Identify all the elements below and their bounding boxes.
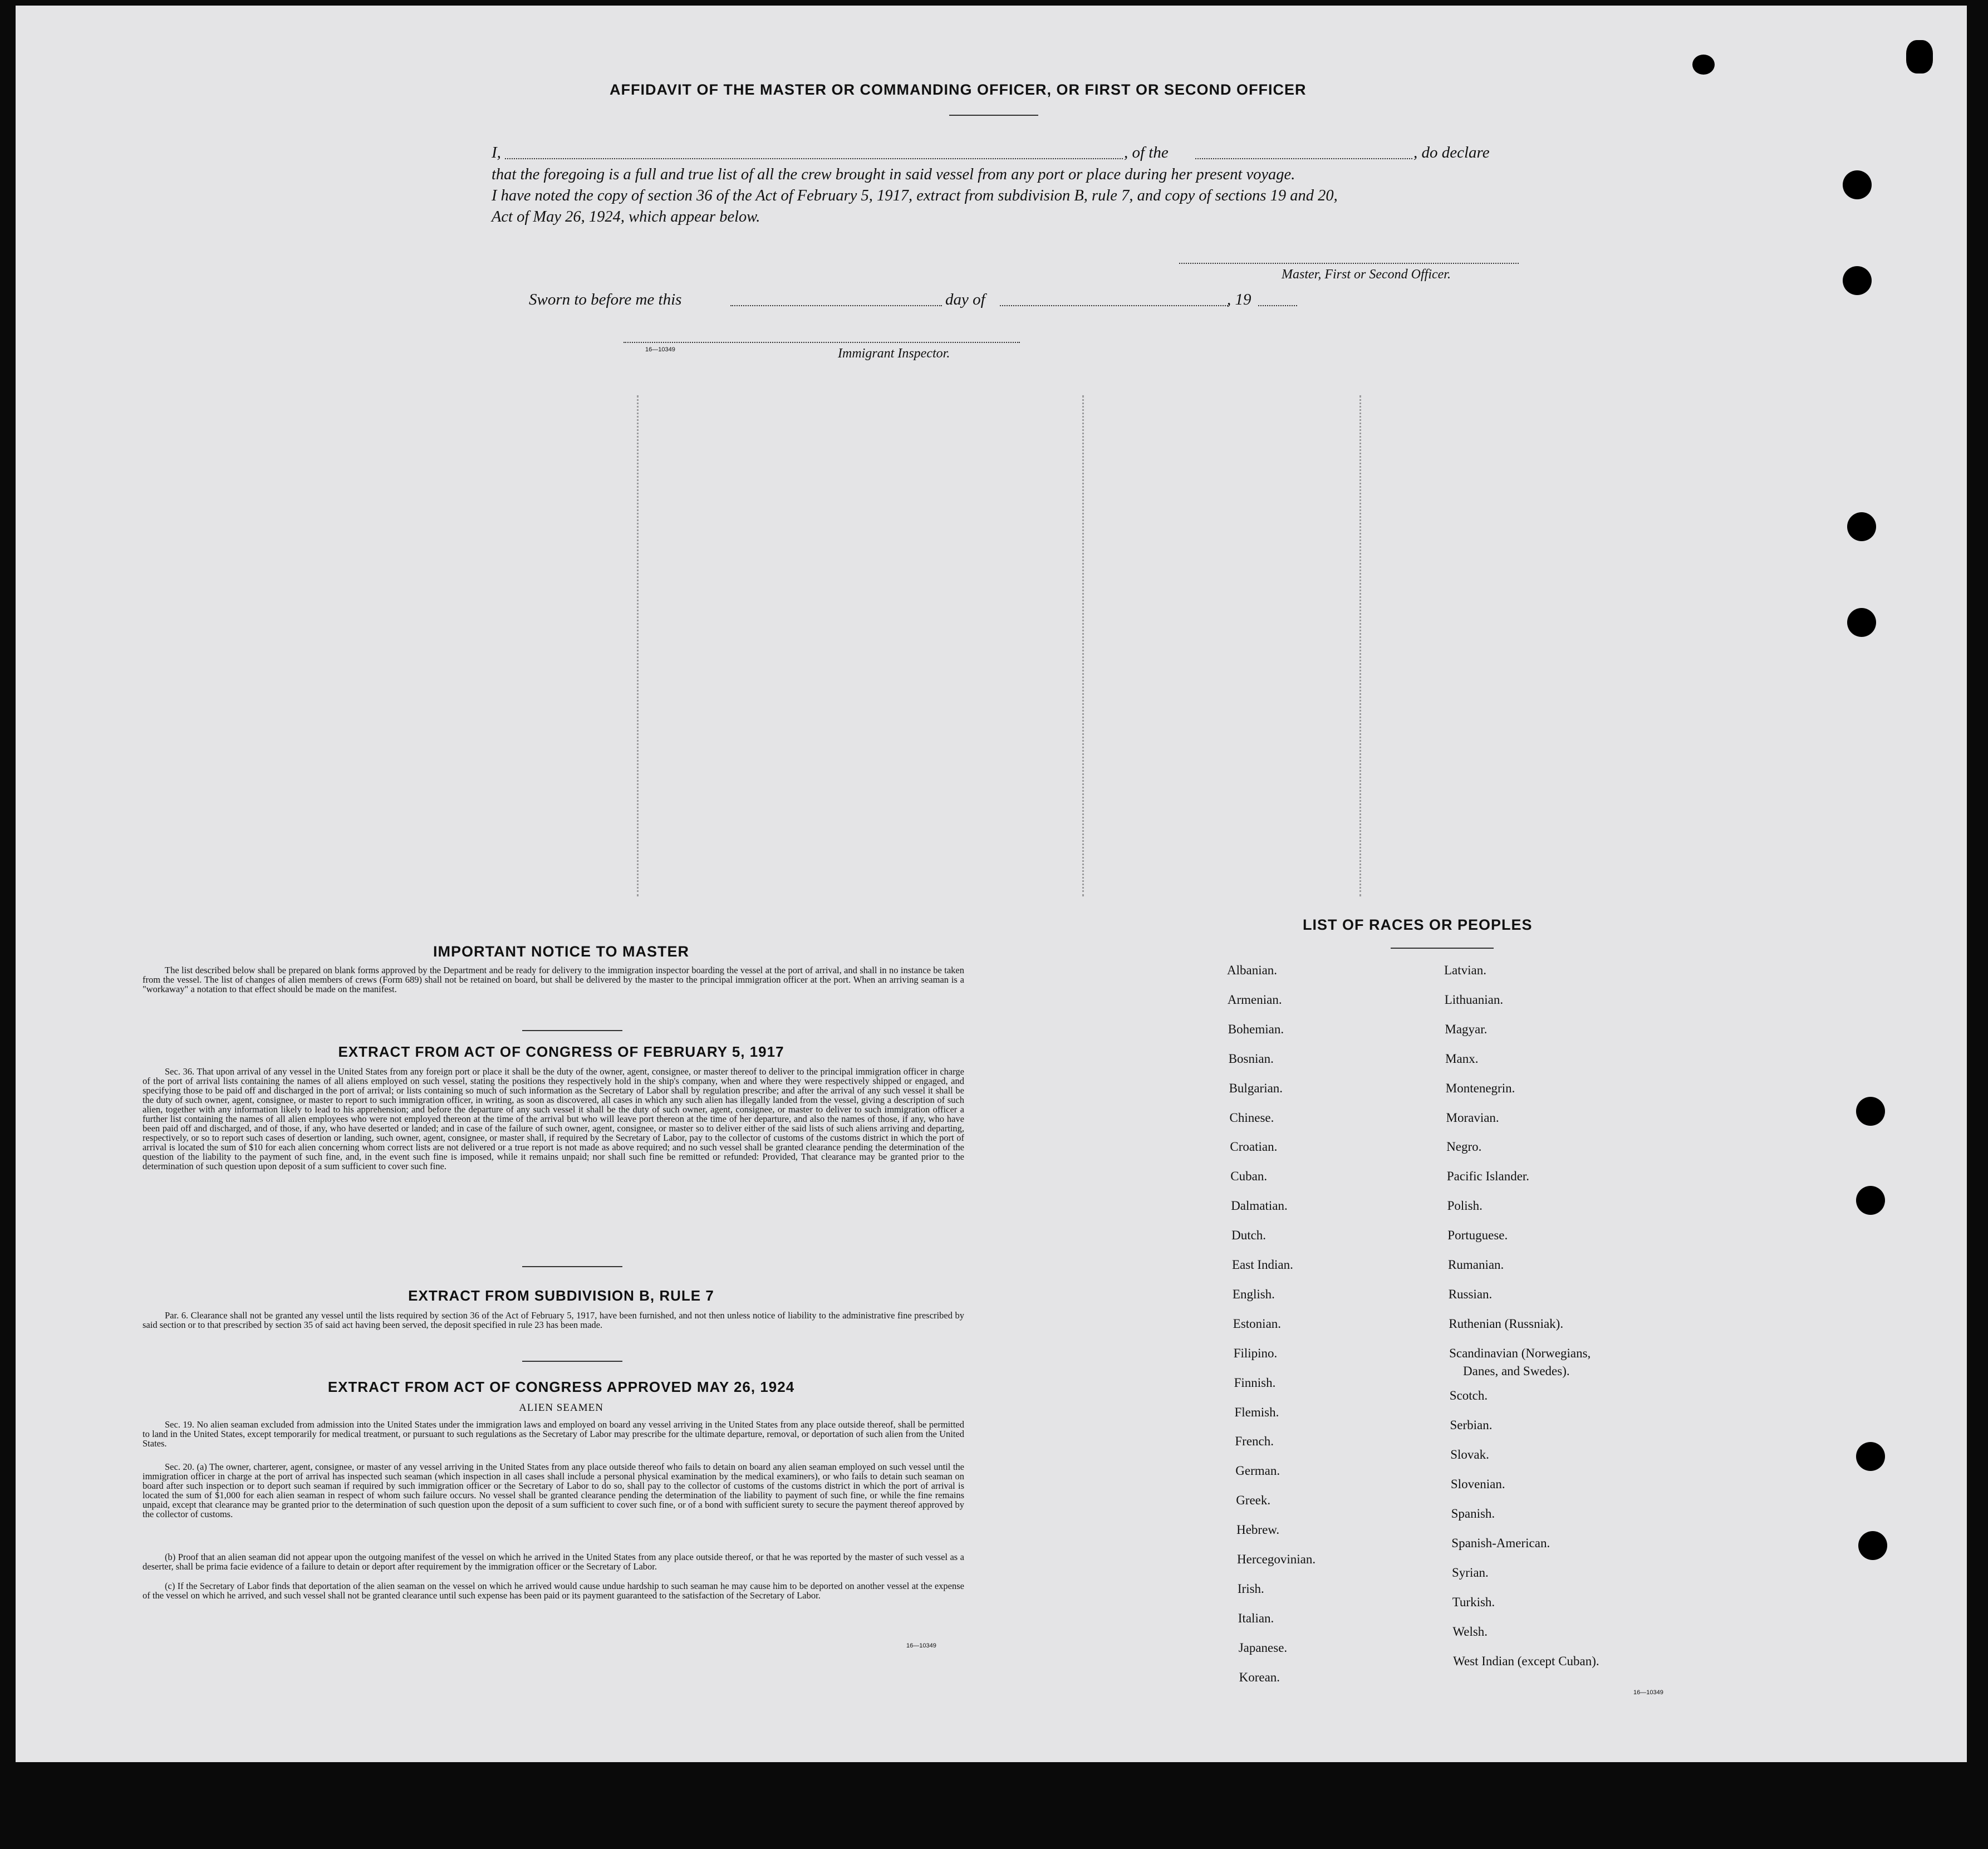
race-item: Korean. (1239, 1670, 1280, 1684)
race-item: Japanese. (1238, 1640, 1288, 1655)
sec-20b-text: (b) Proof that an alien seaman did not appear upon the outgoing manifest of the vessel on which he arrived in the United States from any place outside thereof, or that he was reported by the master of such vessel as a deserter, shall be prima facie evidence of a failure to detain or deport after requirement by the immigration officer or the Secretary of Labor. (143, 1552, 964, 1572)
sworn-label: Sworn to before me this (529, 291, 682, 308)
race-item-continuation: Danes, and Swedes). (1463, 1364, 1570, 1378)
race-item: Serbian. (1450, 1418, 1493, 1433)
race-item: French. (1235, 1434, 1274, 1449)
race-item: Croatian. (1230, 1140, 1278, 1154)
sworn-line (529, 291, 1308, 310)
affidavit-line2: that the foregoing is a full and true list of all the crew brought in said vessel from any port or place during her present voyage. (492, 166, 1295, 183)
race-item: Dutch. (1231, 1228, 1267, 1243)
faint-column-line (1082, 395, 1084, 896)
race-item: Greek. (1236, 1493, 1271, 1508)
race-item: Cuban. (1230, 1169, 1268, 1184)
sworn-date-blank[interactable] (730, 305, 942, 306)
races-title-rule (1391, 948, 1494, 949)
vessel-blank[interactable] (1195, 158, 1412, 159)
sworn-year-label: , 19 (1227, 291, 1251, 308)
race-item: Moravian. (1446, 1110, 1499, 1125)
sec-19-text: Sec. 19. No alien seaman excluded from admission into the United States under the immigration laws and employed on board any vessel arriving in the United States from any place outside thereof, shall be permitted to land in the United States, except temporarily for medical treatment, or pursuant to such regulations as the Secretary of Labor may prescribe for the ultimate departure, removal, or deportation of such alien from the United States. (143, 1419, 964, 1449)
race-item: Dalmatian. (1231, 1199, 1288, 1213)
affidavit-of-the-label: , of the (1124, 144, 1169, 161)
faint-column-line (637, 395, 639, 896)
extract-rule7-text: Par. 6. Clearance shall not be granted any vessel until the lists required by section 36 of the Act of February 5, 1917, have been furnished, and not then unless notice of liability to the administrative fine prescribed by said section or to that prescribed by section 35 of said act having been served, the deposit specified in rule 23 has been made. (143, 1310, 964, 1330)
section-rule (522, 1266, 622, 1267)
race-item: Flemish. (1234, 1405, 1279, 1419)
race-item: Irish. (1237, 1581, 1264, 1596)
race-item: West Indian (except Cuban). (1453, 1654, 1599, 1668)
race-item: Bohemian. (1228, 1022, 1284, 1036)
sec-20c-text: (c) If the Secretary of Labor finds that deportation of the alien seaman on the vessel on which he arrived would cause undue hardship to such seaman he may cause him to be deported on another vessel at the expense of the vessel on which he arrived, and such vessel shall not be granted clearance until such expense has been paid or its payment guaranteed to the satisfaction of the Secretary of Labor. (143, 1581, 964, 1601)
race-item: Scotch. (1449, 1389, 1488, 1403)
race-item: German. (1235, 1464, 1280, 1478)
affidavit-line3: I have noted the copy of section 36 of the Act of February 5, 1917, extract from subdivision B, rule 7, and copy of sections 19 and 20, (492, 187, 1338, 204)
race-item: Welsh. (1452, 1624, 1488, 1639)
punch-hole (1847, 512, 1876, 541)
race-item: Lithuanian. (1444, 992, 1504, 1007)
punch-hole (1856, 1097, 1885, 1126)
race-item: Filipino. (1233, 1346, 1278, 1360)
race-item: Slovenian. (1450, 1477, 1505, 1492)
race-item: Armenian. (1227, 992, 1282, 1007)
notice-title: IMPORTANT NOTICE TO MASTER (433, 943, 689, 960)
race-item: East Indian. (1232, 1258, 1293, 1272)
extract-rule7-title: EXTRACT FROM SUBDIVISION B, RULE 7 (408, 1287, 714, 1304)
alien-seamen-subtitle: ALIEN SEAMEN (519, 1402, 603, 1414)
race-item: Spanish-American. (1451, 1536, 1550, 1550)
race-item: Russian. (1448, 1287, 1493, 1301)
sworn-month-blank[interactable] (1000, 305, 1228, 306)
punch-hole (1843, 170, 1872, 199)
form-number: 16—10349 (1633, 1689, 1663, 1696)
punch-hole (1843, 266, 1872, 295)
race-item: Rumanian. (1448, 1258, 1504, 1272)
race-item: Negro. (1446, 1140, 1482, 1154)
affidavit-title: AFFIDAVIT OF THE MASTER OR COMMANDING OFFICER, OR FIRST OR SECOND OFFICER (610, 81, 1307, 98)
inspector-signature-blank[interactable] (624, 342, 1020, 343)
signature-label: Master, First or Second Officer. (1282, 267, 1451, 282)
race-item: Manx. (1445, 1051, 1479, 1066)
race-item: Portuguese. (1447, 1228, 1508, 1243)
race-item: Slovak. (1450, 1448, 1489, 1462)
race-item: Syrian. (1452, 1565, 1489, 1580)
punch-hole (1858, 1531, 1887, 1560)
title-rule (949, 115, 1038, 116)
race-item: Magyar. (1445, 1022, 1488, 1036)
punch-hole (1856, 1186, 1885, 1215)
form-number: 16—10349 (645, 346, 675, 353)
faint-column-line (1359, 395, 1361, 896)
sworn-day-label: day of (945, 291, 985, 308)
race-item: Pacific Islander. (1446, 1169, 1530, 1184)
affidavit-line1 (472, 144, 1530, 163)
punch-hole (1692, 55, 1715, 75)
race-item: Ruthenian (Russniak). (1449, 1316, 1564, 1331)
race-item: Bosnian. (1228, 1051, 1274, 1066)
sworn-year-blank[interactable] (1258, 305, 1297, 306)
punch-hole (1856, 1442, 1885, 1471)
affidavit-line4: Act of May 26, 1924, which appear below. (492, 208, 760, 225)
race-item: Finnish. (1234, 1375, 1276, 1390)
punch-hole (1847, 608, 1876, 637)
race-item: Hercegovinian. (1237, 1552, 1316, 1566)
section-rule (522, 1030, 622, 1031)
form-number: 16—10349 (906, 1642, 936, 1649)
extract-1917-title: EXTRACT FROM ACT OF CONGRESS OF FEBRUARY 5, 1917 (338, 1043, 784, 1060)
race-item: Spanish. (1451, 1507, 1495, 1521)
race-item: Albanian. (1227, 963, 1278, 977)
notice-text: The list described below shall be prepared on blank forms approved by the Department and be ready for delivery to the immigration inspector boarding the vessel at the port of arrival, and shall in no instance be taken from the vessel. The list of changes of alien members of crews (Form 689) shall not be retained on board, but shall be delivered by the master to the principal immigration officer at the port. When an arriving seaman is a "workaway" a notation to that effect should be made on the manifest. (143, 965, 964, 994)
inspector-label: Immigrant Inspector. (838, 346, 950, 361)
sec-20a-text: Sec. 20. (a) The owner, charterer, agent, consignee, or master of any vessel arriving in the United States from any place outside thereof who fails to detain on board any alien seaman employed on such vessel until the immigration officer in charge at the port of arrival has inspected such seaman (which inspection in all cases shall include a personal physical examination by the medical examiners), or who fails to detain such seaman on board after such inspection or to deport such seaman if required by such immigration officer or the Secretary of Labor to do so, shall pay to the collector of customs of the customs district in which the port of arrival is located the sum of $1,000 for each alien seaman in respect of whom such failure occurs. No vessel shall be granted clearance pending the determination of the liability to payment of such fine, or while the fine remains unpaid, except that clearance may be granted prior to the determination of such question upon the deposit of a sum sufficient to cover such fine, or of a bond with sufficient surety to secure the payment thereof approved by the collector of customs. (143, 1461, 964, 1519)
race-item: Montenegrin. (1445, 1081, 1515, 1095)
race-item: Estonian. (1233, 1316, 1282, 1331)
section-rule (522, 1361, 622, 1362)
affidavit-i-label: I, (492, 144, 501, 161)
affidavit-declare-label: , do declare (1413, 144, 1490, 161)
race-item: Italian. (1238, 1611, 1274, 1625)
signature-blank[interactable] (1179, 263, 1519, 264)
punch-hole (1906, 40, 1933, 73)
race-item: Latvian. (1444, 963, 1486, 977)
race-item: Polish. (1447, 1199, 1483, 1213)
race-item: Hebrew. (1236, 1523, 1280, 1537)
extract-1917-text: Sec. 36. That upon arrival of any vessel in the United States from any foreign port or place it shall be the duty of the owner, agent, consignee, or master thereof to deliver to the principal immigration officer in charge of the port of arrival lists containing the names of all aliens employed on such vessel, stating the positions they respectively hold in the ship's company, when and where they were respectively shipped or engaged, and specifying those to be paid off and discharged in the port of arrival; or lists containing so much of such information as the Secretary of Labor shall by regulation prescribe; and after the arrival of any such vessel it shall be the duty of such owner, agent, consignee, or master to report to such immigration officer, in writing, as soon as discovered, all cases in which any such alien has illegally landed from the vessel, giving a description of such alien, together with any information likely to lead to his apprehension; and before the departure of any such vessel it shall be the duty of such owner, agent, consignee, or master to deliver to such immigration officer a further list containing the names of all alien employees who were not employed thereon at the time of the arrival but who will leave port thereon at the time of her departure, and also the names of those, if any, who have been paid off and discharged, and of those, if any, who have deserted or landed; and in case of the failure of such owner, agent, consignee, or master so to deliver either of the said lists of such aliens arriving and departing, respectively, or so to report such cases of desertion or landing, such owner, agent, consignee, or master shall, if required by the Secretary of Labor, pay to the collector of customs of the customs district in which the port of arrival is located the sum of $10 for each alien concerning whom correct lists are not delivered or a true report is not made as above required; and no such vessel shall be granted clearance pending the determination of the question of the liability to the payment of such fine, and, in the event such fine is imposed, while it remains unpaid; nor shall such fine be remitted or refunded: Provided, That clearance may be granted prior to the determination of such question upon deposit of a sum sufficient to cover such fine. (143, 1066, 964, 1171)
race-item: Bulgarian. (1229, 1081, 1283, 1095)
extract-1924-title: EXTRACT FROM ACT OF CONGRESS APPROVED MAY 26, 1924 (327, 1379, 795, 1395)
race-item: Chinese. (1229, 1110, 1274, 1125)
race-item: English. (1232, 1287, 1275, 1301)
races-title: LIST OF RACES OR PEOPLES (1303, 916, 1533, 933)
race-item: Scandinavian (Norwegians, (1449, 1346, 1591, 1360)
form-page (16, 6, 1967, 1762)
name-blank[interactable] (505, 158, 1123, 159)
race-item: Turkish. (1452, 1595, 1495, 1609)
